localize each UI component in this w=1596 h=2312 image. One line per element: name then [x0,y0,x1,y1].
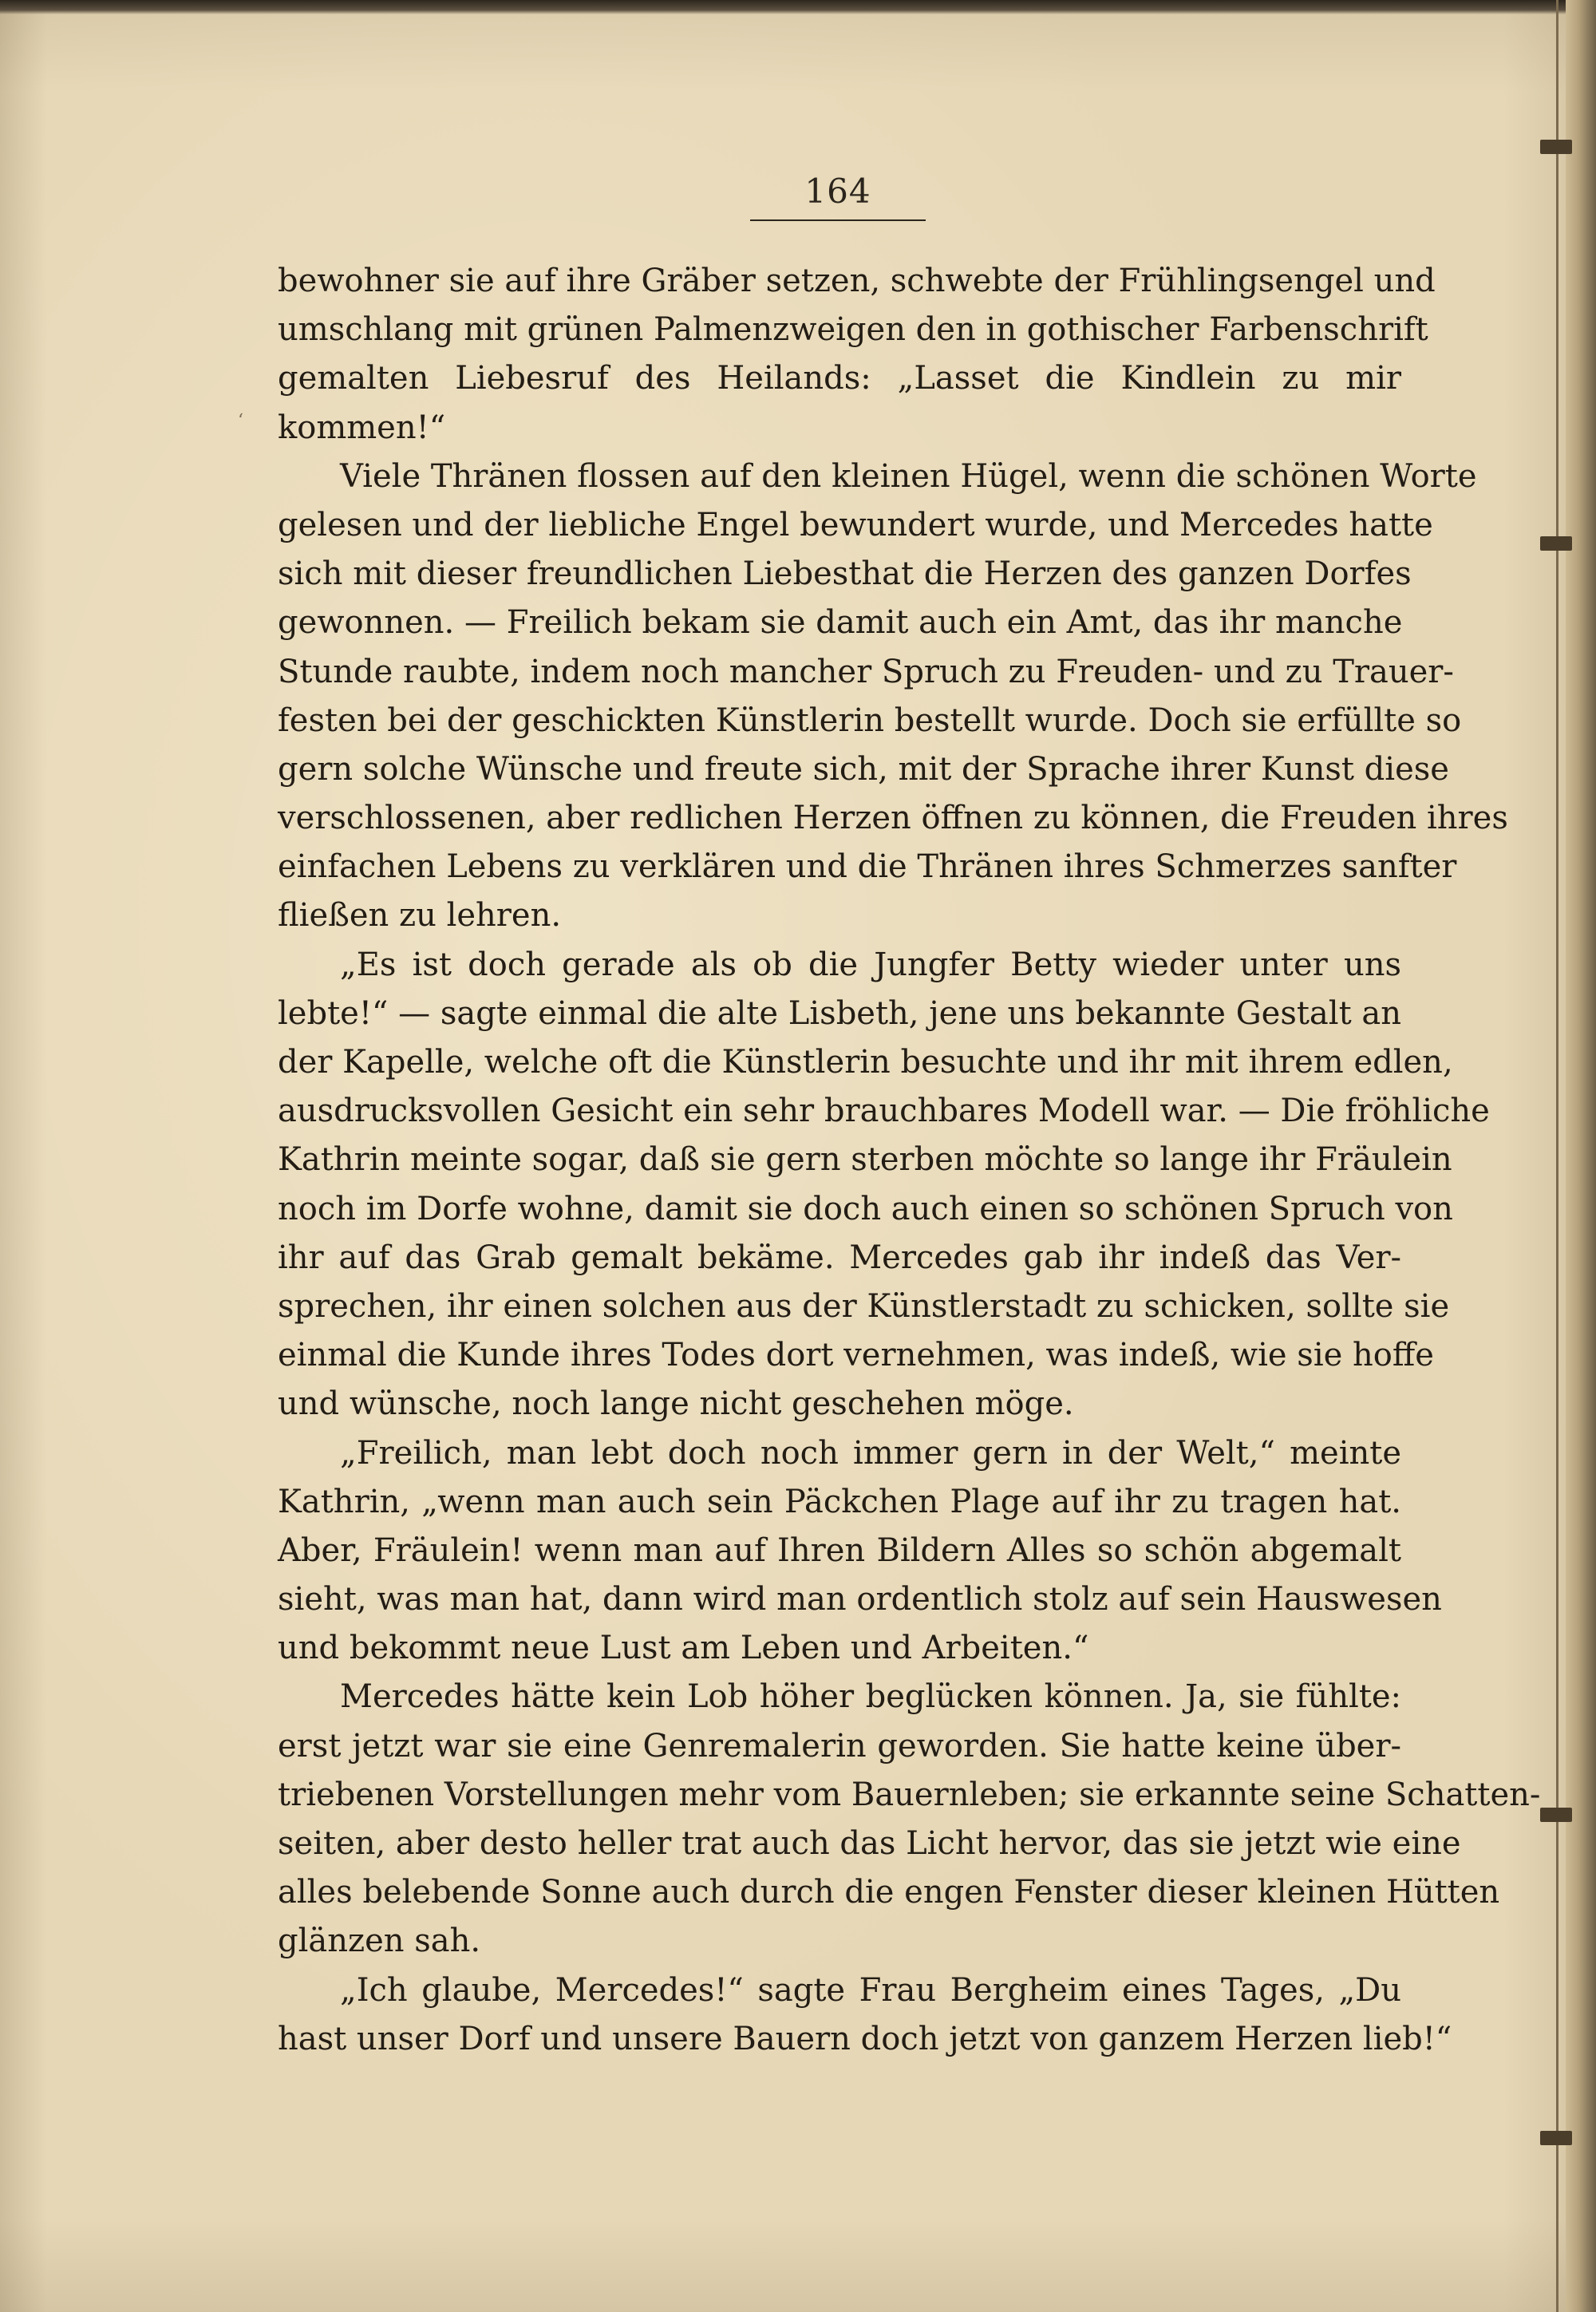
text-line: glänzen sah. [278,1923,481,1960]
text-line: der Kapelle, welche oft die Künstlerin besuchte und ihr mit ihrem edlen, [278,1044,1453,1081]
text-line: und bekommt neue Lust am Leben und Arbeiten.“ [278,1630,1089,1667]
text-line: noch im Dorfe wohne, damit sie doch auch einen so schönen Spruch von [278,1190,1453,1227]
binding-tab [1540,1808,1572,1822]
text-line: „Freilich, man lebt doch noch immer gern in der Welt,“ meinte [340,1434,1401,1472]
book-edge-strip [1566,0,1596,2312]
text-line: hast unser Dorf und unsere Bauern doch jetzt von ganzem Herzen lieb!“ [278,2020,1452,2057]
text-line: fließen zu lehren. [278,897,562,935]
text-line: triebenen Vorstellungen mehr vom Bauernleben; sie erkannte seine Schatten- [278,1776,1541,1813]
text-line: Kathrin, „wenn man auch sein Päckchen Plage auf ihr zu tragen hat. [278,1483,1401,1520]
text-line: gewonnen. — Freilich bekam sie damit auch ein Amt, das ihr manche [278,604,1403,642]
text-line: umschlang mit grünen Palmenzweigen den in gothischer Farbenschrift [278,311,1428,349]
text-line: „Es ist doch gerade als ob die Jungfer Betty wieder unter uns [340,946,1401,983]
text-line: verschlossenen, aber redlichen Herzen öffnen zu können, die Freuden ihres [278,800,1508,837]
text-line: Kathrin meinte sogar, daß sie gern sterben möchte so lange ihr Fräulein [278,1141,1452,1179]
page-number: 164 [804,172,871,211]
margin-mark: ‘ [238,411,243,431]
text-line: gelesen und der liebliche Engel bewundert wurde, und Mercedes hatte [278,506,1433,543]
text-line: Mercedes hätte kein Lob höher beglücken können. Ja, sie fühlte: [340,1678,1401,1716]
text-line: lebte!“ — sagte einmal die alte Lisbeth, jene uns bekannte Gestalt an [278,994,1401,1032]
text-line: gern solche Wünsche und freute sich, mit der Sprache ihrer Kunst diese [278,750,1449,788]
binding-line [1556,0,1558,2312]
text-line: „Ich glaube, Mercedes!“ sagte Frau Bergheim eines Tages, „Du [340,1971,1401,2009]
text-line: und wünsche, noch lange nicht geschehen möge. [278,1385,1074,1423]
text-line: gemalten Liebesruf des Heilands: „Lasset die Kindlein zu mir [278,360,1401,397]
text-line: erst jetzt war sie eine Genremalerin geworden. Sie hatte keine über- [278,1727,1401,1765]
binding-tab [1540,140,1572,154]
text-line: festen bei der geschickten Künstlerin bestellt wurde. Doch sie erfüllte so [278,702,1462,739]
text-line: sich mit dieser freundlichen Liebesthat die Herzen des ganzen Dorfes [278,555,1412,593]
text-line: alles belebende Sonne auch durch die engen Fenster dieser kleinen Hütten [278,1874,1500,1911]
text-line: kommen!“ [278,409,446,446]
binding-tab [1540,2131,1572,2145]
text-line: einmal die Kunde ihres Todes dort vernehmen, was indeß, wie sie hoffe [278,1337,1434,1374]
header-rule [750,219,926,221]
binding-tab [1540,536,1572,551]
text-line: ihr auf das Grab gemalt bekäme. Mercedes gab ihr indeß das Ver- [278,1239,1401,1276]
text-line: bewohner sie auf ihre Gräber setzen, schwebte der Frühlingsengel und [278,263,1436,299]
text-line: Viele Thränen flossen auf den kleinen Hügel, wenn die schönen Worte [340,457,1477,495]
text-line: sieht, was man hat, dann wird man ordentlich stolz auf sein Hauswesen [278,1581,1442,1618]
text-line: ausdrucksvollen Gesicht ein sehr brauchbares Modell war. — Die fröhliche [278,1093,1490,1130]
text-line: einfachen Lebens zu verklären und die Thränen ihres Schmerzes sanfter [278,848,1457,886]
text-line: sprechen, ihr einen solchen aus der Künstlerstadt zu schicken, sollte sie [278,1287,1450,1325]
text-line: Stunde raubte, indem noch mancher Spruch zu Freuden- und zu Trauer- [278,653,1454,690]
scan-top-edge [0,0,1596,14]
body-text [278,257,1541,2064]
text-line: seiten, aber desto heller trat auch das Licht hervor, das sie jetzt wie eine [278,1825,1461,1862]
text-line: Aber, Fräulein! wenn man auf Ihren Bildern Alles so schön abgemalt [278,1531,1401,1569]
